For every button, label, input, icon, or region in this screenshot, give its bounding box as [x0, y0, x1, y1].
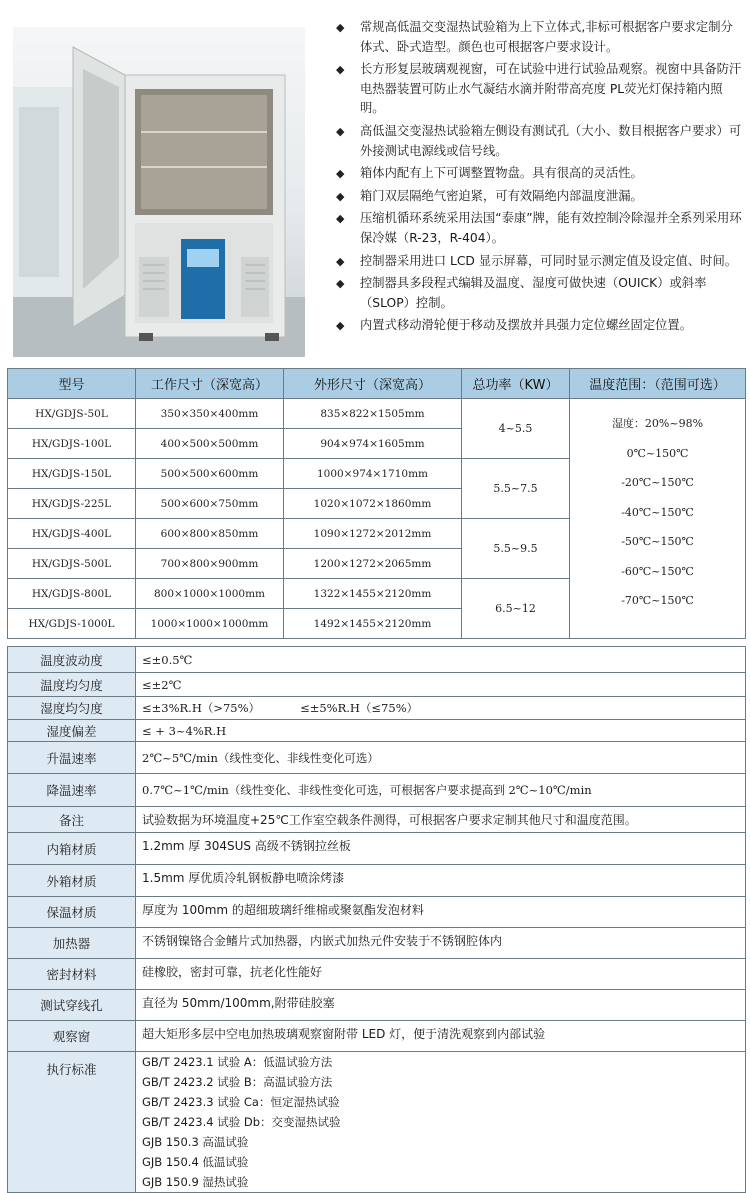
parameter-table [7, 646, 746, 1193]
param-label: 密封材料 [8, 959, 136, 990]
cell-model: HX/GDJS-225L [8, 489, 136, 519]
standard-item: GB/T 2423.3 试验 Ca：恒定湿热试验 [142, 1095, 340, 1109]
standard-item: GB/T 2423.2 试验 B：高温试验方法 [142, 1075, 333, 1089]
param-label: 测试穿线孔 [8, 990, 136, 1021]
cell-work-size: 700×800×900mm [136, 549, 284, 579]
param-value: ≤ + 3~4%R.H [136, 720, 746, 742]
param-value: 超大矩形多层中空电加热玻璃观察窗附带 LED 灯，便于清洗观察到内部试验 [136, 1021, 746, 1052]
cell-outer-size: 1020×1072×1860mm [284, 489, 462, 519]
param-label: 内箱材质 [8, 833, 136, 865]
header-model: 型号 [8, 369, 136, 399]
param-value: ≤±0.5℃ [136, 647, 746, 673]
standard-item: GJB 150.3 高温试验 [142, 1135, 249, 1149]
cell-work-size: 1000×1000×1000mm [136, 609, 284, 639]
feature-list [334, 18, 744, 339]
table-row [8, 990, 746, 1021]
table-row [8, 1052, 746, 1193]
cell-power: 5.5~7.5 [462, 459, 570, 519]
param-value: ≤±2℃ [136, 673, 746, 697]
cell-model: HX/GDJS-50L [8, 399, 136, 429]
cell-model: HX/GDJS-800L [8, 579, 136, 609]
standard-item: GJB 150.9 湿热试验 [142, 1175, 249, 1189]
param-label: 保温材质 [8, 897, 136, 928]
param-label: 降温速率 [8, 774, 136, 807]
standard-item: GB/T 2423.1 试验 A：低温试验方法 [142, 1055, 333, 1069]
standard-item: GJB 150.4 低温试验 [142, 1155, 249, 1169]
param-value: 直径为 50mm/100mm,附带硅胶塞 [136, 990, 746, 1021]
table-row [8, 774, 746, 807]
param-value: 不锈钢镍铬合金鳍片式加热器，内嵌式加热元件安装于不锈钢腔体内 [136, 928, 746, 959]
param-label: 湿度均匀度 [8, 697, 136, 720]
cell-outer-size: 1200×1272×2065mm [284, 549, 462, 579]
cell-outer-size: 1000×974×1710mm [284, 459, 462, 489]
param-value: 厚度为 100mm 的超细玻璃纤维棉或聚氨酯发泡材料 [136, 897, 746, 928]
cell-work-size: 400×500×500mm [136, 429, 284, 459]
list-item: ◆ 长方形复层玻璃观视窗，可在试验中进行试验品观察。视窗中具备防汗电热器装置可防止水气凝结水滴并附带高亮度 PL荧光灯保持箱内照明。 [336, 62, 742, 116]
list-item: ◆ 内置式移动滑轮便于移动及摆放并具强力定位螺丝固定位置。 [334, 316, 744, 336]
cell-power: 6.5~12 [462, 579, 570, 639]
standard-item: GB/T 2423.4 试验 Db：交变湿热试验 [142, 1115, 341, 1129]
table-row [8, 865, 746, 897]
table-row [8, 897, 746, 928]
param-value: 0.7℃~1℃/min（线性变化、非线性变化可选，可根据客户要求提高到 2℃~10℃/min [136, 774, 746, 807]
temp-range-item: -20℃~150℃ [621, 476, 694, 489]
cell-work-size: 500×500×600mm [136, 459, 284, 489]
temp-range-item: -50℃~150℃ [621, 535, 694, 548]
header-power: 总功率（KW） [462, 369, 570, 399]
cell-work-size: 500×600×750mm [136, 489, 284, 519]
param-label: 外箱材质 [8, 865, 136, 897]
table-header-row [8, 369, 746, 399]
param-value: 1.2mm 厚 304SUS 高级不锈钢拉丝板 [136, 833, 746, 865]
product-photo [13, 27, 305, 357]
cell-work-size: 350×350×400mm [136, 399, 284, 429]
table-row [8, 833, 746, 865]
cell-model: HX/GDJS-400L [8, 519, 136, 549]
list-item: ◆ 控制器采用进口 LCD 显示屏幕，可同时显示测定值及设定值、时间。 [334, 252, 744, 272]
table-row [8, 399, 746, 429]
list-item: ◆ 高低温交变湿热试验箱左侧设有测试孔（大小、数目根据客户要求）可外接测试电源线或信号线。 [336, 123, 742, 158]
cell-model: HX/GDJS-150L [8, 459, 136, 489]
param-label: 温度波动度 [8, 647, 136, 673]
param-label: 加热器 [8, 928, 136, 959]
param-value: 试验数据为环境温度+25℃工作室空载条件测得，可根据客户要求定制其他尺寸和温度范围。 [136, 807, 746, 833]
model-spec-table [7, 368, 746, 639]
chamber-illustration [13, 27, 305, 357]
table-row [8, 697, 746, 720]
diamond-bullet-icon: ◆ [336, 319, 345, 333]
temp-range-item: -40℃~150℃ [621, 505, 694, 519]
cell-model: HX/GDJS-500L [8, 549, 136, 579]
header-outer-size: 外形尺寸（深宽高） [284, 369, 462, 399]
cell-outer-size: 835×822×1505mm [284, 399, 462, 429]
table-row [8, 720, 746, 742]
param-label: 观察窗 [8, 1021, 136, 1052]
param-label: 执行标准 [8, 1052, 136, 1193]
diamond-bullet-icon: ◆ [336, 212, 345, 226]
cell-temp-ranges [570, 399, 746, 639]
cell-power: 5.5~9.5 [462, 519, 570, 579]
header-work-size: 工作尺寸（深宽高） [136, 369, 284, 399]
cell-model: HX/GDJS-100L [8, 429, 136, 459]
temp-range-item: -60℃~150℃ [621, 564, 694, 578]
diamond-bullet-icon: ◆ [336, 63, 345, 77]
param-label: 备注 [8, 807, 136, 833]
cell-outer-size: 904×974×1605mm [284, 429, 462, 459]
diamond-bullet-icon: ◆ [336, 254, 345, 268]
list-item: ◆ 箱体内配有上下可调整置物盘。具有很高的灵活性。 [334, 164, 744, 184]
temp-range-item: 0℃~150℃ [626, 446, 689, 460]
table-row [8, 1021, 746, 1052]
param-value: 2℃~5℃/min（线性变化、非线性变化可选） [136, 742, 746, 774]
diamond-bullet-icon: ◆ [336, 21, 345, 34]
diamond-bullet-icon: ◆ [336, 189, 345, 203]
param-value: ≤±3%R.H（>75%） ≤±5%R.H（≤75%） [136, 697, 746, 720]
cell-outer-size: 1322×1455×2120mm [284, 579, 462, 609]
table-row [8, 647, 746, 673]
list-item: ◆ 常规高低温交变湿热试验箱为上下立体式,非标可根据客户要求定制分体式、卧式造型。颜色也可根据客户要求设计。 [336, 20, 733, 54]
table-row [8, 928, 746, 959]
diamond-bullet-icon: ◆ [336, 277, 345, 291]
cell-work-size: 800×1000×1000mm [136, 579, 284, 609]
cell-outer-size: 1492×1455×2120mm [284, 609, 462, 639]
param-value: 硅橡胶，密封可靠，抗老化性能好 [136, 959, 746, 990]
cell-model: HX/GDJS-1000L [8, 609, 136, 639]
diamond-bullet-icon: ◆ [336, 167, 345, 181]
temp-range-item: 湿度：20%~98% [611, 417, 704, 430]
list-item: ◆ 压缩机循环系统采用法国“泰康”牌，能有效控制冷除湿并全系列采用环保冷媒（R-23，R-404）。 [336, 211, 742, 245]
table-row [8, 742, 746, 774]
cell-outer-size: 1090×1272×2012mm [284, 519, 462, 549]
param-label: 温度均匀度 [8, 673, 136, 697]
param-value: 1.5mm 厚优质冷轧钢板静电喷涂烤漆 [136, 865, 746, 897]
table-row [8, 807, 746, 833]
param-label: 升温速率 [8, 742, 136, 774]
cell-power: 4~5.5 [462, 399, 570, 459]
standards-list [136, 1052, 746, 1193]
table-row [8, 673, 746, 697]
table-row [8, 959, 746, 990]
cell-work-size: 600×800×850mm [136, 519, 284, 549]
diamond-bullet-icon: ◆ [336, 124, 345, 138]
list-item: ◆ 箱门双层隔绝气密迫紧，可有效隔绝内部温度泄漏。 [334, 187, 744, 207]
param-label: 湿度偏差 [8, 720, 136, 742]
list-item: ◆ 控制器具多段程式编辑及温度、湿度可做快速（OUICK）或斜率（SLOP）控制。 [336, 276, 707, 310]
header-temp-range: 温度范围：（范围可选） [570, 369, 746, 399]
temp-range-item: -70℃~150℃ [621, 594, 694, 607]
